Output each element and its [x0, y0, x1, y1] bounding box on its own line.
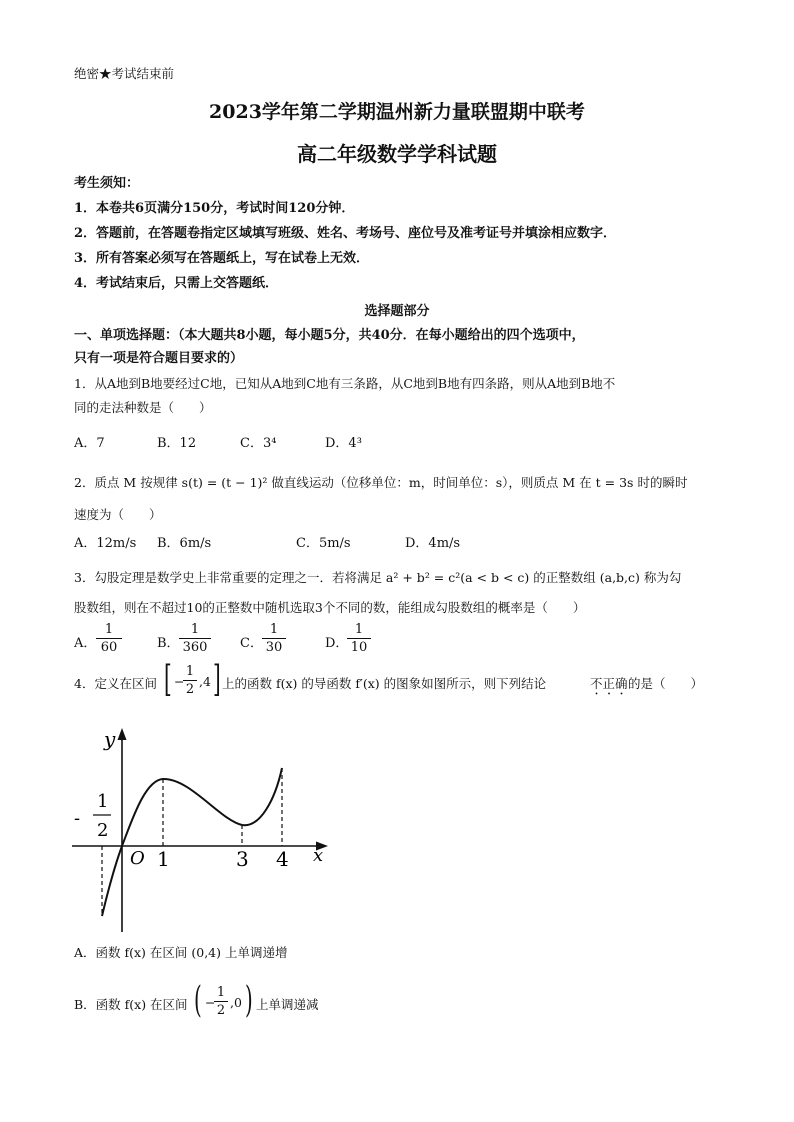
q3-stem-line1: 3．勾股定理是数学史上非常重要的定理之一．若将满足 a² + b² = c²(a < b < c) 的正整数组 (a,b,c) 称为勾 [74, 570, 682, 585]
q3-option-a-label: A． [74, 636, 97, 651]
q3-option-b-denominator: 360 [179, 638, 211, 656]
q1-option-d: D．4³ [325, 436, 362, 451]
q3-option-b-fraction [179, 621, 211, 656]
tick-label-neg-half-denominator: 2 [97, 820, 109, 841]
confidential-label: 绝密★考试结束前 [74, 66, 175, 81]
q4-interval-minus: − [174, 674, 185, 689]
q1-option-b: B．12 [157, 436, 197, 451]
q3-option-d-numerator: 1 [354, 622, 364, 637]
q4-interval-numerator: 1 [185, 664, 195, 679]
q3-option-d-denominator: 10 [347, 638, 371, 656]
q4-option-b-denominator: 2 [214, 1001, 228, 1019]
q3-option-c-label: C． [240, 636, 263, 651]
exam-subtitle: 高二年级数学学科试题 [297, 142, 497, 166]
q4-option-b-minus: − [205, 995, 216, 1010]
notice-item-3: 3．所有答案必须写在答题纸上，写在试卷上无效． [74, 251, 370, 266]
q4-option-b-left-paren: ( [194, 980, 202, 1021]
q3-option-a-numerator: 1 [104, 622, 114, 637]
q2-stem-line1: 2．质点 M 按规律 s(t) = (t − 1)² 做直线运动（位移单位：m，时间单位：s），则质点 M 在 t = 3s 时的瞬时 [74, 475, 688, 490]
origin-label: O [130, 848, 145, 869]
tick-label-neg-sign: - [74, 808, 81, 829]
q4-stem-emphasis: 不正确 [590, 676, 628, 691]
q2-option-b: B．6m/s [157, 536, 212, 551]
q4-stem-suffix: 的是（ ） [628, 676, 704, 691]
q1-stem-line2: 同的走法种数是（ ） [74, 400, 212, 415]
tick-label-1: 1 [157, 847, 170, 871]
notice-heading: 考生须知： [74, 176, 140, 191]
q3-option-c-numerator: 1 [269, 622, 279, 637]
q1-option-a: A．7 [74, 436, 105, 451]
q4-interval-right: ,4 [199, 674, 211, 689]
y-axis-label: y [104, 727, 116, 751]
tick-label-3: 3 [236, 847, 249, 871]
q2-option-c: C．5m/s [296, 536, 351, 551]
q2-stem-line2: 速度为（ ） [74, 507, 162, 522]
q2-option-d: D．4m/s [405, 536, 461, 551]
q4-option-a: A．函数 f(x) 在区间 (0,4) 上单调递增 [74, 945, 288, 960]
q4-option-b-fraction [214, 984, 228, 1019]
q3-option-d-fraction [347, 621, 371, 656]
notice-item-2: 2．答题前，在答题卷指定区域填写班级、姓名、考场号、座位号及准考证号并填涂相应数字． [74, 226, 617, 241]
q4-option-b-right-paren: ) [245, 980, 253, 1021]
part1-instructions-line2: 只有一项是符合题目要求的） [74, 351, 244, 366]
q4-option-b-suffix: 上单调递减 [256, 997, 319, 1012]
y-axis-arrow-icon [118, 728, 127, 740]
q4-option-b-numerator: 1 [216, 985, 226, 1000]
q4-interval-right-bracket: ] [213, 659, 221, 700]
notice-item-1: 1．本卷共6页满分150分，考试时间120分钟． [74, 201, 355, 216]
q1-option-c: C．3⁴ [240, 436, 277, 451]
q4-option-b-right: ,0 [230, 995, 242, 1010]
q3-option-a-fraction [96, 621, 122, 656]
q4-derivative-graph [60, 720, 360, 950]
q4-stem-prefix: 4．定义在区间 [74, 676, 157, 691]
derivative-curve [102, 768, 282, 916]
q4-interval-denominator: 2 [183, 680, 197, 698]
q3-option-b-numerator: 1 [190, 622, 200, 637]
q4-stem-middle: 上的函数 f(x) 的导函数 f′(x) 的图象如图所示，则下列结论 [222, 676, 547, 691]
tick-label-neg-half-numerator: 1 [97, 791, 109, 812]
q3-option-c-denominator: 30 [262, 638, 286, 656]
part1-instructions-line1: 一、单项选择题：（本大题共8小题，每小题5分，共40分．在每小题给出的四个选项中， [74, 328, 585, 343]
q2-option-a: A．12m/s [74, 536, 137, 551]
q3-option-c-fraction [262, 621, 286, 656]
q1-stem-line1: 1．从A地到B地要经过C地，已知从A地到C地有三条路，从C地到B地有四条路，则从A地到B地不 [74, 376, 616, 391]
notice-item-4: 4．考试结束后，只需上交答题纸． [74, 276, 279, 291]
x-axis-label: x [313, 845, 324, 866]
q3-option-a-denominator: 60 [96, 638, 122, 656]
exam-title: 2023学年第二学期温州新力量联盟期中联考 [209, 101, 585, 123]
section-title: 选择题部分 [364, 304, 430, 319]
q3-option-d-label: D． [325, 636, 349, 651]
q3-option-b-label: B． [157, 636, 180, 651]
q4-interval-left-bracket: [ [164, 659, 172, 700]
q3-stem-line2: 股数组，则在不超过10的正整数中随机选取3个不同的数，能组成勾股数组的概率是（ ） [74, 600, 586, 615]
tick-label-4: 4 [276, 847, 289, 871]
q4-option-b-prefix: B．函数 f(x) 在区间 [74, 997, 188, 1012]
q4-interval-fraction [183, 663, 197, 698]
